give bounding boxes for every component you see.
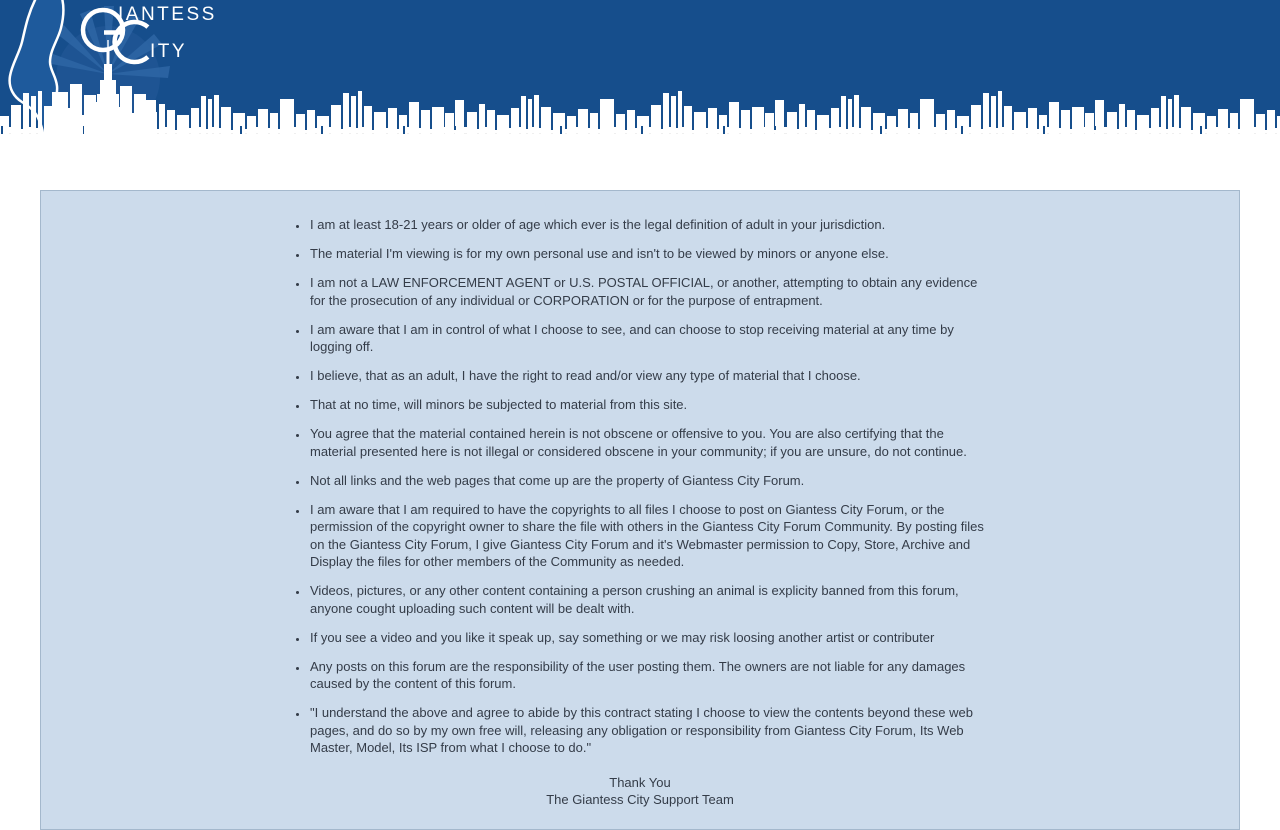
disclaimer-item: • That at no time, will minors be subjected to material from this site. [308, 396, 988, 414]
disclaimer-item: • I am not a LAW ENFORCEMENT AGENT or U.S. POSTAL OFFICIAL, or another, attempting to obtain any evidence for the prosecution of any individual or CORPORATION or for the purpose of entrapment. [308, 274, 988, 309]
disclaimer-item: • You agree that the material contained herein is not obscene or offensive to you. You are also certifying that the material presented here is not illegal or considered obscene in your community; if you are unsure, do not continue. [308, 425, 988, 460]
disclaimer-list [292, 216, 988, 757]
support-team-line: The Giantess City Support Team [546, 792, 734, 807]
disclaimer-item: • I believe, that as an adult, I have the right to read and/or view any type of material that I choose. [308, 367, 988, 385]
disclaimer-item: • Any posts on this forum are the responsibility of the user posting them. The owners are not liable for any damages caused by the content of this forum. [308, 658, 988, 693]
disclaimer-item: • If you see a video and you like it speak up, say something or we may risk loosing another artist or contributer [308, 629, 988, 647]
disclaimer-panel [40, 190, 1240, 830]
giantess-city-logo [0, 0, 1280, 134]
disclaimer-item: • I am aware that I am required to have the copyrights to all files I choose to post on Giantess City Forum, or the permission of the copyright owner to share the file with others in the Giantess City Forum Community. By posting files on the Giantess City Forum, I give Giantess City Forum and it's Webmaster permission to Copy, Store, Archive and Display the files for other members of the Community as needed. [308, 501, 988, 571]
logo-text-ity: ITY [150, 41, 188, 62]
disclaimer-content [292, 191, 988, 819]
thank-you-line: Thank You [609, 774, 671, 790]
disclaimer-item: • Not all links and the web pages that come up are the property of Giantess City Forum. [308, 472, 988, 490]
disclaimer-item: • I am aware that I am in control of what I choose to see, and can choose to stop receiving material at any time by logging off. [308, 321, 988, 356]
site-header-banner [0, 0, 1280, 134]
disclaimer-item: • "I understand the above and agree to abide by this contract stating I choose to view the contents beyond these web pages, and do so by my own free will, releasing any obligation or responsibility from Giantess City Forum, Its Web Master, Model, Its ISP from what I choose to do." [308, 704, 988, 757]
disclaimer-item: • Videos, pictures, or any other content containing a person crushing an animal is explicity banned from this forum, anyone cought uploading such content will be dealt with. [308, 582, 988, 617]
disclaimer-item: • The material I'm viewing is for my own personal use and isn't to be viewed by minors or anyone else. [308, 245, 988, 263]
disclaimer-item: • I am at least 18-21 years or older of age which ever is the legal definition of adult in your jurisdiction. [308, 216, 988, 234]
logo-text-iantess: IANTESS [118, 4, 217, 25]
